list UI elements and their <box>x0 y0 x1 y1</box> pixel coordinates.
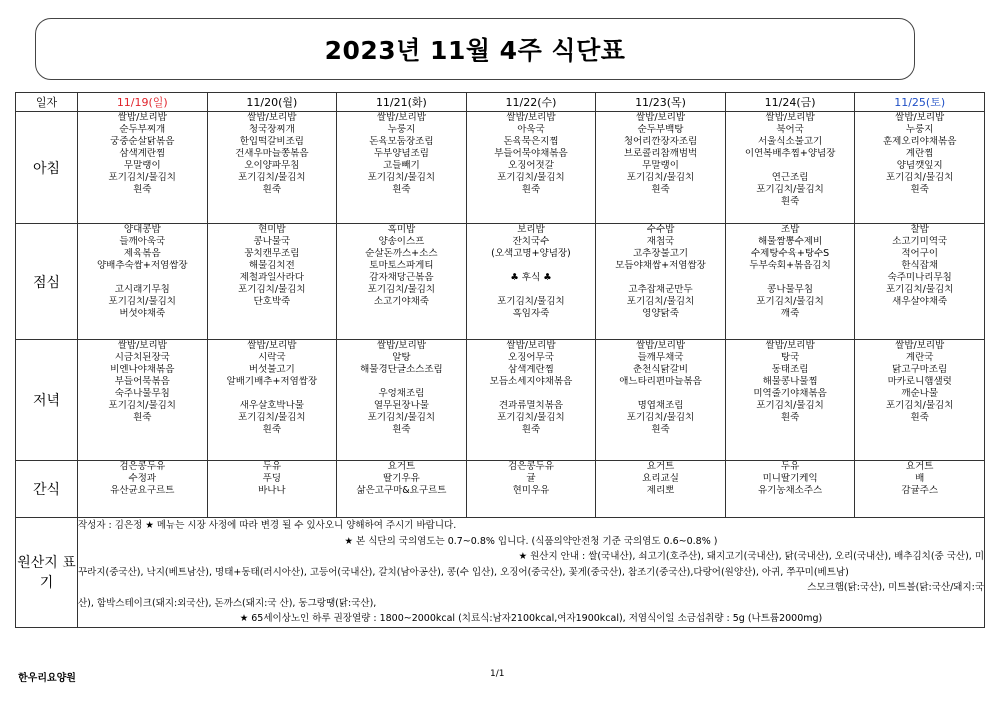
notes-line: 산), 함박스테이크(돼지:외국산), 돈까스(돼지:국 산), 동그랑땡(닭:국산), <box>78 597 377 609</box>
menu-table <box>15 92 985 628</box>
menu-item: 시금치된장국 <box>114 352 170 363</box>
menu-item: 쌀밥/보리밥 <box>506 112 556 123</box>
menu-item: 쌀밥/보리밥 <box>247 112 297 123</box>
menu-item: 흰죽 <box>521 184 541 195</box>
menu-item: 양념깻잎지 <box>896 160 943 171</box>
lunch-menu-cell <box>78 224 208 340</box>
menu-item <box>726 272 855 284</box>
snack-menu-cell <box>337 461 467 518</box>
dinner-menu-cell <box>855 340 985 461</box>
day-header: 11/25(토) <box>855 93 985 112</box>
menu-item: 흰죽 <box>521 424 541 435</box>
breakfast-menu-cell <box>78 112 208 224</box>
menu-item: 푸딩 <box>262 473 282 484</box>
menu-item <box>78 272 207 284</box>
menu-item: 해물경단글소스조림 <box>360 364 443 375</box>
menu-item <box>467 388 596 400</box>
menu-item: 포기김치/물김치 <box>108 172 176 183</box>
page-number: 1/1 <box>490 669 505 679</box>
menu-item: 양송이스프 <box>378 236 425 247</box>
menu-item: 버섯불고기 <box>248 364 295 375</box>
menu-item: 비엔나야채볶음 <box>110 364 175 375</box>
menu-item <box>208 388 337 400</box>
menu-item: 포기김치/물김치 <box>367 172 436 183</box>
menu-item: 흰죽 <box>133 184 152 195</box>
breakfast-menu-cell <box>725 112 855 224</box>
origin-row <box>16 518 985 628</box>
menu-item: 보리밥 <box>517 224 545 235</box>
menu-item: 수정과 <box>128 473 157 484</box>
date-header-row <box>16 93 985 112</box>
menu-item: 깨죽 <box>780 308 800 319</box>
breakfast-menu-cell <box>207 112 337 224</box>
breakfast-menu-cell <box>596 112 726 224</box>
menu-item: 찰밥 <box>910 224 929 235</box>
lunch-menu-cell <box>725 224 855 340</box>
menu-item: 배 <box>915 473 925 484</box>
menu-item: 부들어묵볶음 <box>114 376 170 387</box>
day-header: 11/20(월) <box>207 93 337 112</box>
menu-item: 견과류멸치볶음 <box>498 400 564 411</box>
menu-item: 포기김치/물김치 <box>885 400 954 411</box>
date-corner-label: 일자 <box>16 93 78 112</box>
menu-item: (오색고명+양념장) <box>491 248 571 259</box>
menu-item: 포기김치/물김치 <box>238 412 306 423</box>
menu-item: 현미우유 <box>512 485 550 496</box>
menu-item: 순두부백탕 <box>637 124 684 135</box>
menu-item: 우엉채조림 <box>378 388 425 399</box>
menu-item <box>596 388 725 400</box>
menu-item: 영양닭죽 <box>642 308 679 319</box>
menu-item: 숙주미나리무침 <box>887 272 952 283</box>
menu-item: 콩나물무침 <box>767 284 814 295</box>
menu-item: 포기김치/물김치 <box>756 296 824 307</box>
menu-item: 탕국 <box>780 352 800 363</box>
menu-item: 포기김치/물김치 <box>626 172 695 183</box>
menu-item: 흰죽 <box>392 424 411 435</box>
menu-item: 삼색계란찜 <box>508 364 554 375</box>
menu-item: 애느타리편마늘볶음 <box>619 376 702 387</box>
menu-item: 해물콩나물찜 <box>762 376 818 387</box>
lunch-menu-cell <box>466 224 596 340</box>
lunch-menu-cell <box>337 224 467 340</box>
menu-item: 흰죽 <box>133 412 152 423</box>
menu-item: 포기김치/물김치 <box>367 412 436 423</box>
menu-item: 흰죽 <box>780 196 800 207</box>
menu-item: 포기김치/물김치 <box>885 284 954 295</box>
notes-line: ★ 원산지 안내 : 쌀(국내산), 쇠고기(호주산), 돼지고기(국내산), 닭(국내산), 오리(국내산), 배추김치(중 국산), 미 <box>518 551 984 562</box>
menu-item: 감자채당근볶음 <box>369 272 434 283</box>
snack-menu-cell <box>855 461 985 518</box>
menu-item: 한입떡갈비조림 <box>239 136 304 147</box>
menu-item: 춘천식닭갈비 <box>633 364 689 375</box>
day-header: 11/23(목) <box>596 93 726 112</box>
snack-menu-cell <box>466 461 596 518</box>
menu-item: 현미밥 <box>258 224 286 235</box>
menu-item: 포기김치/물김치 <box>885 172 954 183</box>
menu-item: 두부숙회+볶음김치 <box>749 260 831 271</box>
menu-item: 포기김치/물김치 <box>238 284 306 295</box>
menu-item: 돈육모둠장조림 <box>369 136 434 147</box>
menu-item: 오이양파무침 <box>244 160 300 171</box>
menu-item: 시락국 <box>258 352 286 363</box>
snack-menu-cell <box>78 461 208 518</box>
menu-item: 유산균요구르트 <box>110 485 175 496</box>
menu-item: 누룽지 <box>905 124 934 135</box>
menu-item: 흰죽 <box>262 184 282 195</box>
menu-item: 제리뽀 <box>646 485 675 496</box>
menu-item: 흰죽 <box>780 412 800 423</box>
menu-item: 순살돈까스+소스 <box>365 248 438 259</box>
lunch-menu-cell <box>207 224 337 340</box>
menu-item: ♣ 후식 ♣ <box>510 272 552 283</box>
notes-line: 스모크햄(닭:국산), 미트볼(닭:국산/돼지:국 <box>807 582 984 593</box>
notes-line: ★ 본 식단의 국의염도는 0.7~0.8% 입니다. (식품의약안전청 기준 국의염도 0.6~0.8% ) <box>344 535 718 547</box>
menu-item <box>467 284 596 296</box>
menu-item: 재첩국 <box>646 236 675 247</box>
menu-item: 잔치국수 <box>512 236 550 247</box>
menu-item: 새우살야채죽 <box>892 296 948 307</box>
menu-item: 토마토스파게티 <box>369 260 434 271</box>
menu-item: 감귤주스 <box>901 485 939 496</box>
menu-item: 귤 <box>526 473 536 484</box>
menu-item <box>337 376 466 388</box>
menu-item: 삶은고구마&요구르트 <box>356 485 447 496</box>
menu-item <box>596 272 725 284</box>
menu-item: 미역줄기야채볶음 <box>753 388 827 399</box>
day-header: 11/24(금) <box>725 93 855 112</box>
menu-item: 계란찜 <box>905 148 934 159</box>
menu-item <box>726 160 855 172</box>
menu-item: 소고기야채죽 <box>373 296 429 307</box>
menu-item: 훈제오리야채볶음 <box>882 136 957 147</box>
menu-item: 쌀밥/보리밥 <box>895 340 945 351</box>
menu-item: 닭고구마조림 <box>892 364 948 375</box>
menu-item: 고들빼기 <box>383 160 420 171</box>
dinner-menu-cell <box>207 340 337 461</box>
menu-item: 쌀밥/보리밥 <box>765 340 815 351</box>
menu-item: 두유 <box>262 461 282 472</box>
breakfast-menu-cell <box>855 112 985 224</box>
menu-item: 고시래기무침 <box>114 284 170 295</box>
menu-item: 꽁치캔무조림 <box>244 248 300 259</box>
menu-item: 계란국 <box>905 352 934 363</box>
menu-item: 고추잡채군만두 <box>628 284 693 295</box>
origin-notes <box>78 518 985 628</box>
menu-item: 이연복배추찜+양념장 <box>744 148 836 159</box>
menu-item: 양배추숙쌈+저염쌈장 <box>97 260 188 271</box>
menu-item: 포기김치/물김치 <box>626 412 695 423</box>
menu-item: 포기김치/물김치 <box>367 284 436 295</box>
menu-item: 쌀밥/보리밥 <box>376 112 426 123</box>
menu-item: 요거트 <box>387 461 416 472</box>
dinner-row <box>16 340 985 461</box>
menu-item: 한식잡채 <box>901 260 939 271</box>
dinner-menu-cell <box>466 340 596 461</box>
notes-line: ★ 65세이상노인 하루 권장열량 : 1800~2000kcal (치료식:남자2100kcal,여자1900kcal), 저염식이일 소금섭취량 : 5g (나트륨2000mg) <box>239 613 823 624</box>
menu-item: 흰죽 <box>910 412 929 423</box>
menu-item: 부들어묵야채볶음 <box>494 148 568 159</box>
menu-item: 아욱국 <box>517 124 545 135</box>
menu-item: 흰죽 <box>651 424 670 435</box>
menu-item: 깨순나물 <box>901 388 939 399</box>
menu-item: 요거트 <box>646 461 675 472</box>
snack-menu-cell <box>596 461 726 518</box>
menu-item: 동태조림 <box>771 364 809 375</box>
menu-item: 양대콩밥 <box>123 224 161 235</box>
menu-item: 포기김치/물김치 <box>238 172 306 183</box>
menu-item: 바나나 <box>258 485 286 496</box>
menu-item: 검은콩두유 <box>119 461 166 472</box>
menu-item: 유기농채소주스 <box>757 485 823 496</box>
menu-item: 흑임자죽 <box>512 308 550 319</box>
dinner-menu-cell <box>337 340 467 461</box>
menu-item: 수수밥 <box>646 224 675 235</box>
menu-item: 제철과일사라다 <box>239 272 304 283</box>
menu-item: 딸기우유 <box>383 473 420 484</box>
snack-menu-cell <box>207 461 337 518</box>
menu-item: 해물짬뽕수제비 <box>757 236 823 247</box>
menu-item: 북어국 <box>776 124 804 135</box>
menu-item: 서울식소불고기 <box>757 136 823 147</box>
menu-item: 두유 <box>780 461 800 472</box>
title-box <box>35 18 915 80</box>
menu-item: 포기김치/물김치 <box>626 296 695 307</box>
menu-item: 들깨아욱국 <box>119 236 166 247</box>
menu-item: 명엽채조림 <box>637 400 684 411</box>
notes-line: 꾸라지(중국산), 낙지(베트남산), 명태+동태(러시아산), 고등어(국내산), 갈치(남아공산), 콩(수 입산), 오징어(중국산), 꽃게(중국산), 참조기(중국산),다랑어(원양산), 아귀, 쭈꾸미(베트남) <box>78 566 849 578</box>
menu-item: 고추장불고기 <box>633 248 689 259</box>
menu-item: 숙주나물무침 <box>114 388 170 399</box>
origin-label: 원산지 표기 <box>16 518 78 628</box>
menu-item: 흰죽 <box>262 424 282 435</box>
snack-row <box>16 461 985 518</box>
menu-item <box>467 260 596 272</box>
menu-item: 청어리깐장자조림 <box>623 136 698 147</box>
menu-item: 오징어젓갈 <box>508 160 554 171</box>
menu-item: 두부양념조림 <box>373 148 429 159</box>
menu-item: 요리교실 <box>642 473 679 484</box>
menu-item: 흰죽 <box>651 184 670 195</box>
menu-item: 적어구이 <box>901 248 939 259</box>
menu-item: 흰죽 <box>910 184 929 195</box>
menu-item: 흑미밥 <box>387 224 416 235</box>
menu-item: 쌀밥/보리밥 <box>376 340 426 351</box>
menu-item: 조밥 <box>780 224 800 235</box>
menu-item: 연근조림 <box>771 172 809 183</box>
menu-item: 쌀밥/보리밥 <box>117 112 167 123</box>
menu-item: 흰죽 <box>392 184 411 195</box>
lunch-label: 점심 <box>16 224 78 340</box>
menu-item: 알탕 <box>392 352 411 363</box>
menu-item: 새우살호박나물 <box>239 400 304 411</box>
menu-item: 알배기배추+저염쌈장 <box>226 376 318 387</box>
menu-item: 콩나물국 <box>253 236 291 247</box>
menu-item: 돈육묵은지찜 <box>503 136 559 147</box>
menu-item: 무말랭이 <box>123 160 161 171</box>
menu-item: 건새우마늘쫑볶음 <box>235 148 309 159</box>
menu-item: 궁중순살닭볶음 <box>110 136 175 147</box>
menu-item: 단호박죽 <box>253 296 291 307</box>
menu-item: 마카로니햄샐럿 <box>887 376 952 387</box>
day-header: 11/22(수) <box>466 93 596 112</box>
page-title: 2023년 11월 4주 식단표 <box>324 36 626 65</box>
menu-item: 모듬야채쌈+저염쌈장 <box>615 260 706 271</box>
menu-item: 포기김치/물김치 <box>108 400 176 411</box>
lunch-menu-cell <box>596 224 726 340</box>
menu-item: 요거트 <box>905 461 934 472</box>
breakfast-label: 아침 <box>16 112 78 224</box>
menu-item: 포기김치/물김치 <box>108 296 176 307</box>
menu-item: 삼색계란찜 <box>119 148 166 159</box>
menu-item: 들깨무채국 <box>637 352 684 363</box>
menu-item: 청국장찌개 <box>248 124 295 135</box>
organization-name: 한우리요양원 <box>18 673 76 684</box>
menu-item: 포기김치/물김치 <box>756 184 824 195</box>
menu-item: 무말랭이 <box>642 160 679 171</box>
snack-menu-cell <box>725 461 855 518</box>
menu-item: 쌀밥/보리밥 <box>247 340 297 351</box>
breakfast-row <box>16 112 985 224</box>
menu-item: 순두부찌개 <box>119 124 166 135</box>
menu-item: 미니딸기케익 <box>762 473 818 484</box>
dinner-menu-cell <box>596 340 726 461</box>
dinner-menu-cell <box>725 340 855 461</box>
menu-item: 브로콜리참깨범벅 <box>623 148 698 159</box>
notes-line: 작성자 : 김은정 ★ 메뉴는 시장 사정에 따라 변경 될 수 있사오니 양해하여 주시기 바랍니다. <box>78 520 457 531</box>
breakfast-menu-cell <box>466 112 596 224</box>
lunch-menu-cell <box>855 224 985 340</box>
menu-item: 쌀밥/보리밥 <box>117 340 167 351</box>
dinner-menu-cell <box>78 340 208 461</box>
menu-item: 쌀밥/보리밥 <box>635 340 686 351</box>
menu-item: 쌀밥/보리밥 <box>635 112 686 123</box>
menu-item: 포기김치/물김치 <box>497 412 565 423</box>
dinner-label: 저녁 <box>16 340 78 461</box>
lunch-row <box>16 224 985 340</box>
breakfast-menu-cell <box>337 112 467 224</box>
menu-item: 포기김치/물김치 <box>497 296 565 307</box>
menu-item: 해물김치전 <box>248 260 295 271</box>
day-header: 11/21(화) <box>337 93 467 112</box>
menu-item: 소고기미역국 <box>892 236 948 247</box>
menu-item: 열무된장나물 <box>373 400 429 411</box>
menu-item: 쌀밥/보리밥 <box>506 340 556 351</box>
menu-item: 오징어무국 <box>508 352 554 363</box>
menu-item: 모듬소세지야채볶음 <box>489 376 573 387</box>
menu-item: 누룽지 <box>387 124 416 135</box>
menu-item: 포기김치/물김치 <box>497 172 565 183</box>
menu-item: 제육볶음 <box>123 248 161 259</box>
menu-item: 수제탕수육+탕수S <box>750 248 830 259</box>
menu-item: 검은콩두유 <box>508 461 554 472</box>
menu-item: 포기김치/물김치 <box>756 400 824 411</box>
menu-item: 쌀밥/보리밥 <box>765 112 815 123</box>
menu-item: 버섯야채죽 <box>119 308 166 319</box>
day-header: 11/19(일) <box>78 93 208 112</box>
menu-item: 쌀밥/보리밥 <box>895 112 945 123</box>
snack-label: 간식 <box>16 461 78 518</box>
